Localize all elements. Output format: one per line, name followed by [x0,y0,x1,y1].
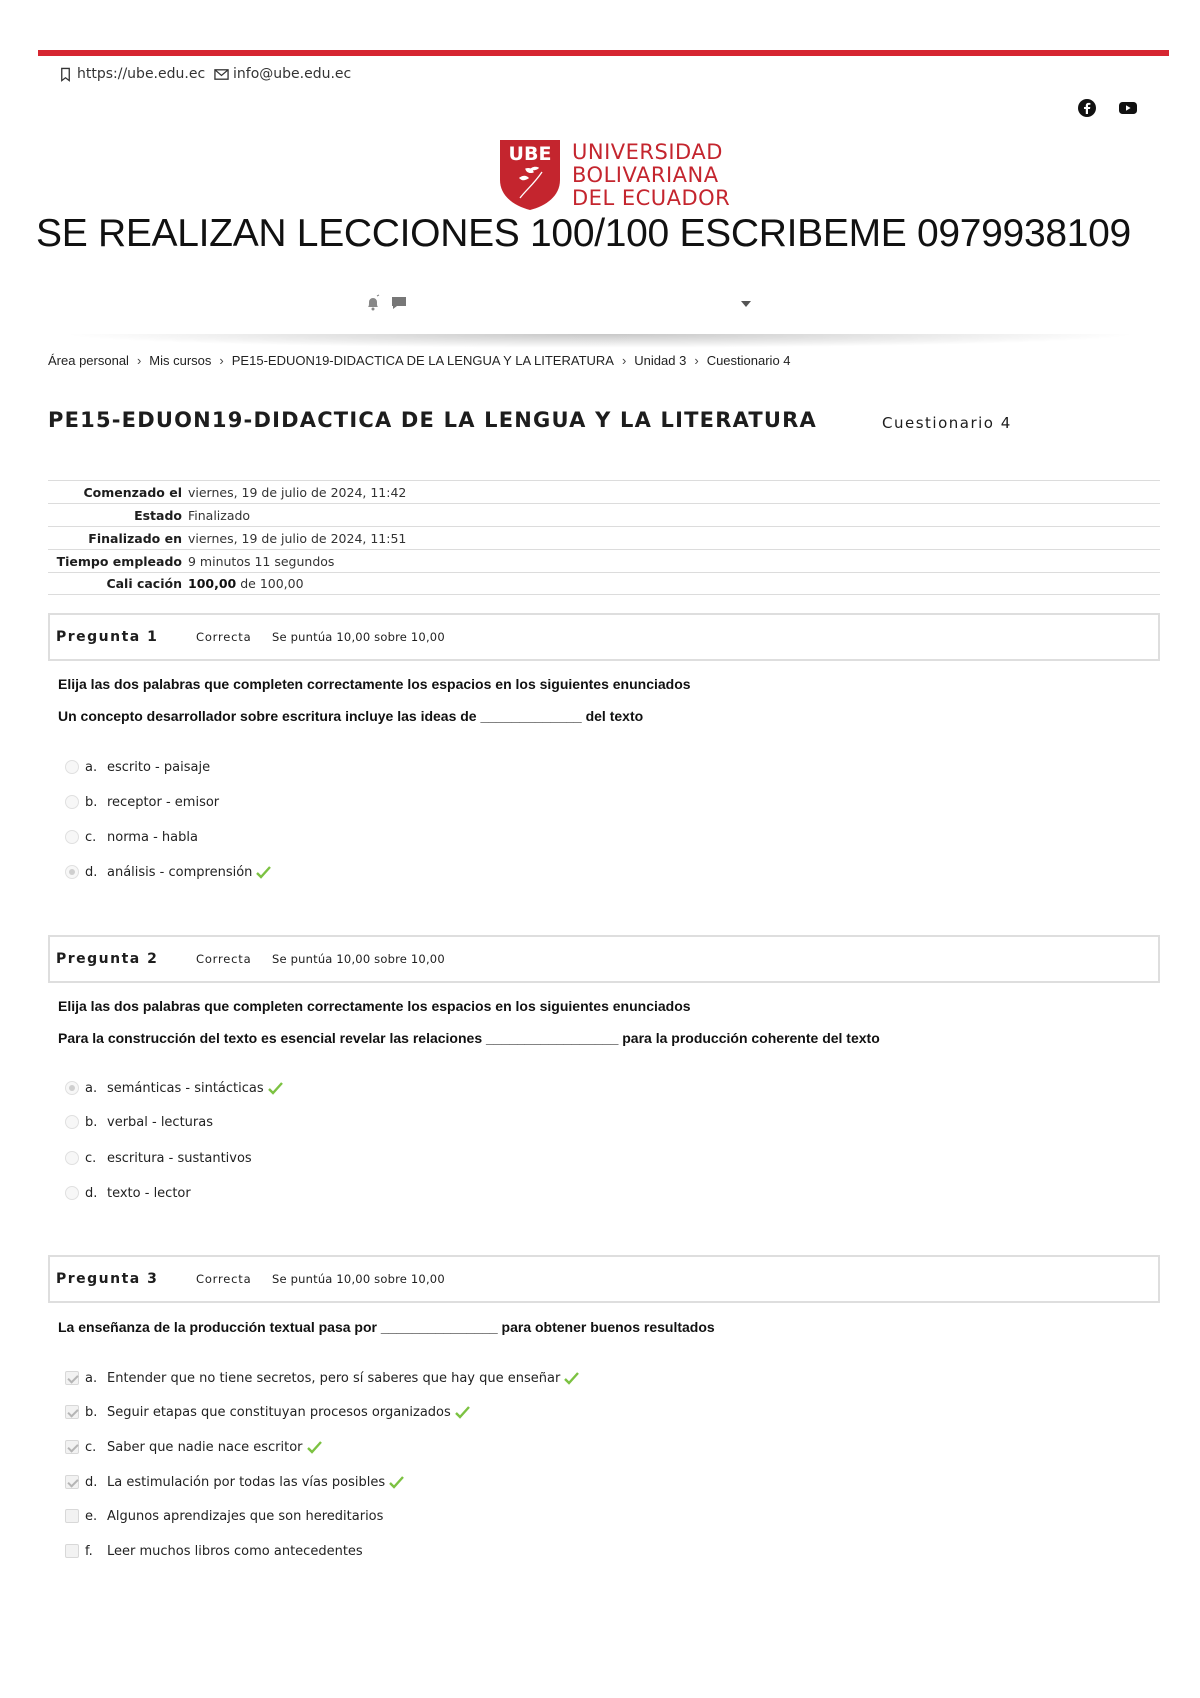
question-1-option-c[interactable] [65,827,198,847]
radio-button[interactable] [65,1186,79,1200]
summary-value: viernes, 19 de julio de 2024, 11:42 [188,484,407,500]
summary-value: Finalizado [188,507,251,523]
correct-check-icon [455,1406,470,1419]
page-title: PE15-EDUON19-DIDACTICA DE LA LENGUA Y LA LITERATURA [48,408,817,432]
checkbox[interactable] [65,1509,79,1523]
radio-button[interactable] [65,830,79,844]
checkbox-checked[interactable] [65,1371,79,1385]
correct-check-icon [389,1476,404,1489]
question-3-option-b[interactable] [65,1402,470,1422]
summary-label: Estado [134,507,182,523]
radio-button-selected[interactable] [65,865,79,879]
option-letter: d. [85,1185,98,1201]
checkbox-checked[interactable] [65,1440,79,1454]
option-text: Entender que no tiene secretos, pero sí saberes que hay que enseñar [107,1370,561,1386]
correct-check-icon [564,1372,579,1385]
website-link[interactable] [58,66,205,82]
question-score: Se puntúa 10,00 sobre 10,00 [272,1272,445,1286]
option-letter: c. [85,1439,97,1455]
option-text: semánticas - sintácticas [107,1080,264,1096]
header-divider [60,334,1140,348]
website-text: https://ube.edu.ec [77,66,206,82]
option-text: La estimulación por todas las vías posibles [107,1474,386,1490]
attempt-summary-table [48,480,1160,595]
university-logo [498,138,730,212]
logo-line-3: DEL ECUADOR [572,185,731,210]
question-number: Pregunta 3 [56,1271,159,1287]
question-3-option-a[interactable] [65,1368,579,1388]
option-text: verbal - lecturas [107,1114,213,1130]
question-2-header [48,935,1160,983]
question-state: Correcta [196,1272,252,1286]
promo-banner: SE REALIZAN LECCIONES 100/100 ESCRIBEME 0979938109 [36,212,1131,255]
summary-label: Cali cación [106,576,182,591]
email-text: info@ube.edu.ec [233,66,352,82]
option-text: receptor - emisor [107,794,220,810]
option-text: norma - habla [107,829,198,845]
option-letter: b. [85,794,98,810]
header-tools [364,294,408,312]
logo-abbrev: UBE [508,143,552,165]
option-text: Algunos aprendizajes que son hereditarios [107,1508,384,1524]
logo-line-1: UNIVERSIDAD [572,139,723,164]
envelope-icon [214,67,229,82]
option-text: escritura - sustantivos [107,1150,252,1166]
option-letter: a. [85,1080,98,1096]
user-menu-caret-icon[interactable] [740,300,752,308]
summary-row-started [48,480,1160,503]
summary-value [188,576,304,591]
question-1-text-line-1: Elija las dos palabras que completen correctamente los espacios en los siguientes enunciados [58,676,691,692]
question-state: Correcta [196,630,252,644]
breadcrumb-separator: › [621,353,627,368]
logo-line-2: BOLIVARIANA [572,162,719,187]
radio-button[interactable] [65,1151,79,1165]
option-text: Seguir etapas que constituyan procesos organizados [107,1404,451,1420]
question-3-text: La enseñanza de la producción textual pasa por _______________ para obtener buenos resultados [58,1319,715,1335]
option-letter: f. [85,1543,93,1559]
question-3-option-d[interactable] [65,1472,404,1492]
shield-icon [498,138,562,212]
summary-label: Comenzado el [83,484,182,500]
summary-value: 9 minutos 11 segundos [188,553,335,569]
question-1-option-b[interactable] [65,792,219,812]
radio-button-selected[interactable] [65,1081,79,1095]
breadcrumb [48,353,791,368]
option-letter: a. [85,759,98,775]
option-text: texto - lector [107,1185,191,1201]
breadcrumb-separator: › [136,353,142,368]
summary-row-finished [48,526,1160,549]
correct-check-icon [256,866,271,879]
breadcrumb-course[interactable]: PE15-EDUON19-DIDACTICA DE LA LENGUA Y LA LITERATURA [231,353,614,368]
question-number: Pregunta 2 [56,951,159,967]
option-letter: c. [85,1150,97,1166]
question-score: Se puntúa 10,00 sobre 10,00 [272,630,445,644]
radio-button[interactable] [65,760,79,774]
email-link[interactable] [214,66,351,82]
question-1-text-line-2: Un concepto desarrollador sobre escritura incluye las ideas de _____________ del texto [58,708,644,724]
question-2-option-a[interactable] [65,1078,283,1098]
option-letter: b. [85,1404,98,1420]
checkbox-checked[interactable] [65,1405,79,1419]
question-1-option-a[interactable] [65,757,210,777]
option-text: Leer muchos libros como antecedentes [107,1543,363,1559]
summary-label: Tiempo empleado [56,553,182,569]
question-3-option-c[interactable] [65,1437,322,1457]
question-3-option-e[interactable] [65,1506,383,1526]
grade-max: de 100,00 [236,576,304,591]
correct-check-icon [268,1082,283,1095]
option-letter: a. [85,1370,98,1386]
radio-button[interactable] [65,795,79,809]
question-2-text-line-2: Para la construcción del texto es esencial revelar las relaciones _________________ para la producción coherente del texto [58,1030,880,1046]
summary-value: viernes, 19 de julio de 2024, 11:51 [188,530,407,546]
option-letter: b. [85,1114,98,1130]
page-subtitle: Cuestionario 4 [882,414,1012,432]
question-number: Pregunta 1 [56,629,159,645]
bookmark-icon [58,67,73,82]
breadcrumb-quiz[interactable]: Cuestionario 4 [706,353,791,368]
summary-label: Finalizado en [88,530,182,546]
summary-row-grade [48,572,1160,595]
question-3-header [48,1255,1160,1303]
option-letter: e. [85,1508,98,1524]
option-text: análisis - comprensión [107,864,253,880]
messages-icon[interactable] [390,294,408,312]
correct-check-icon [307,1441,322,1454]
option-text: escrito - paisaje [107,759,211,775]
checkbox[interactable] [65,1544,79,1558]
question-2-text-line-1: Elija las dos palabras que completen correctamente los espacios en los siguientes enunciados [58,998,691,1014]
breadcrumb-separator: › [694,353,699,368]
option-letter: d. [85,1474,98,1490]
option-letter: d. [85,864,98,880]
checkbox-checked[interactable] [65,1475,79,1489]
question-1-option-d[interactable] [65,862,271,882]
question-state: Correcta [196,952,252,966]
question-3-option-f[interactable] [65,1541,363,1561]
question-2-option-d[interactable] [65,1183,191,1203]
question-2-option-b[interactable] [65,1112,213,1132]
summary-row-state [48,503,1160,526]
breadcrumb-courses[interactable]: Mis cursos [149,353,212,368]
question-1-header [48,613,1160,661]
breadcrumb-home[interactable]: Área personal [48,353,129,368]
question-score: Se puntúa 10,00 sobre 10,00 [272,952,445,966]
question-2-option-c[interactable] [65,1148,252,1168]
facebook-icon[interactable] [1077,98,1097,118]
breadcrumb-separator: › [219,353,224,368]
breadcrumb-unit[interactable]: Unidad 3 [634,353,687,368]
youtube-icon[interactable] [1118,98,1138,118]
summary-row-time [48,549,1160,572]
grade-value: 100,00 [188,576,237,591]
top-accent-bar [38,50,1169,56]
notification-bell-icon[interactable] [364,294,382,312]
option-text: Saber que nadie nace escritor [107,1439,303,1455]
logo-words [572,141,730,210]
radio-button[interactable] [65,1115,79,1129]
option-letter: c. [85,829,97,845]
